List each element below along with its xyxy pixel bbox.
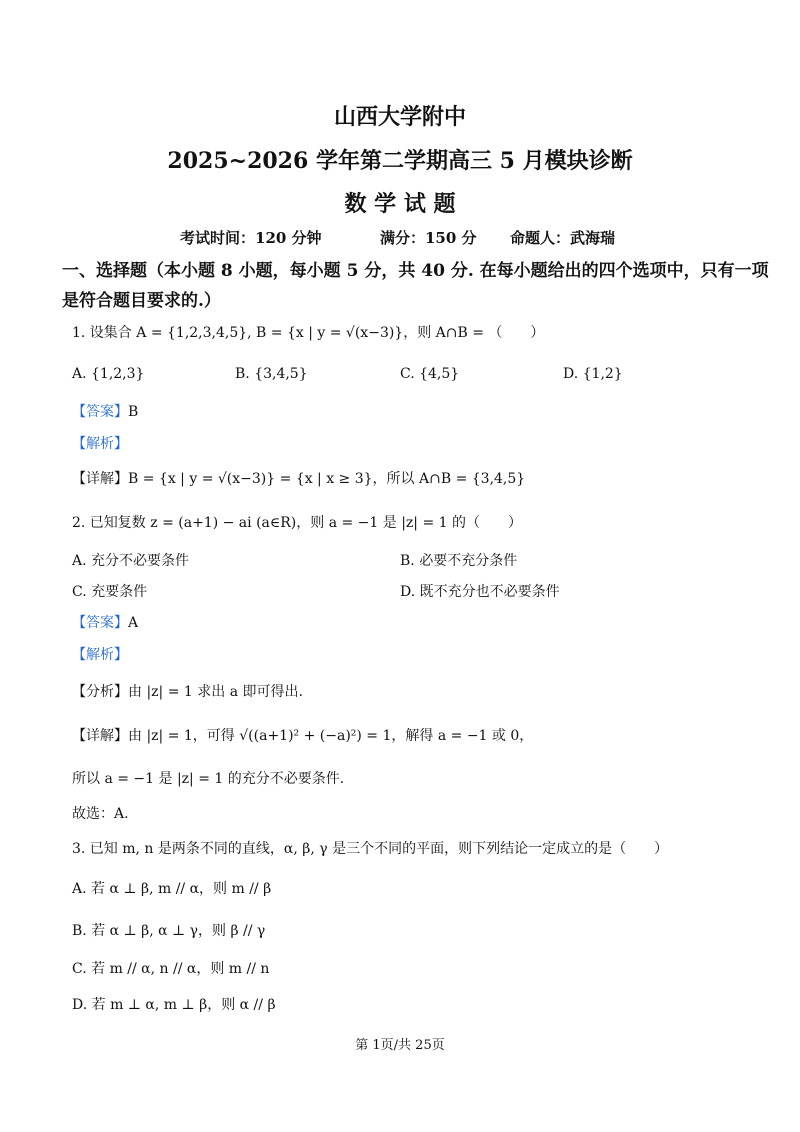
subject-title: 数 学 试 题 — [344, 191, 456, 217]
exam-title: 2025~2026 学年第二学期高三 5 月模块诊断 — [167, 148, 633, 174]
q3-option-b: B. 若 α ⊥ β, α ⊥ γ，则 β // γ — [72, 923, 266, 939]
q2-answer-tag: 【答案】 — [72, 615, 128, 631]
q1-detail-text: B = {x | y = √(x−3)} = {x | x ≥ 3}，所以 A∩B = {3,4,5} — [128, 471, 526, 487]
q1-detail-tag: 【详解】 — [72, 471, 128, 487]
full-score: 满分：150 分 — [380, 229, 477, 247]
school-name: 山西大学附中 — [333, 104, 466, 130]
q3-option-c: C. 若 m // α, n // α，则 m // n — [72, 961, 270, 977]
q3-option-d: D. 若 m ⊥ α, m ⊥ β，则 α // β — [72, 997, 276, 1013]
q2-option-a: A. 充分不必要条件 — [72, 553, 190, 569]
q1-answer — [72, 401, 138, 421]
q1-stem: 1. 设集合 A = {1,2,3,4,5}, B = {x | y = √(x−3)}，则 A∩B = （ ） — [72, 325, 545, 341]
q1-option-b: B. {3,4,5} — [235, 366, 308, 382]
q2-option-d: D. 既不充分也不必要条件 — [400, 584, 560, 600]
exam-time: 考试时间：120 分钟 — [180, 229, 322, 247]
q2-choice: 故选：A. — [72, 806, 129, 822]
q3-stem: 3. 已知 m, n 是两条不同的直线，α, β, γ 是三个不同的平面，则下列结论一定成立的是（ ） — [72, 841, 669, 857]
author: 命题人：武海瑞 — [510, 229, 616, 247]
q2-answer-value: A — [128, 615, 139, 631]
section-heading-line1: 一、选择题（本小题 8 小题，每小题 5 分，共 40 分. 在每小题给出的四个选项中，只有一项 — [62, 261, 769, 281]
q1-option-a: A. {1,2,3} — [72, 366, 145, 382]
q2-option-c: C. 充要条件 — [72, 584, 148, 600]
q2-conclusion: 所以 a = −1 是 |z| = 1 的充分不必要条件. — [72, 771, 345, 787]
section-heading-line2: 是符合题目要求的.） — [62, 291, 221, 311]
q1-option-d: D. {1,2} — [563, 366, 623, 382]
q1-answer-tag: 【答案】 — [72, 404, 128, 420]
q2-fenxi — [72, 681, 303, 701]
q2-option-b: B. 必要不充分条件 — [400, 553, 518, 569]
q2-stem: 2. 已知复数 z = (a+1) − ai (a∈R)，则 a = −1 是 |z| = 1 的（ ） — [72, 515, 523, 531]
q1-analysis-tag: 【解析】 — [72, 436, 128, 452]
q1-detail — [72, 468, 525, 488]
q2-analysis-tag: 【解析】 — [72, 647, 128, 663]
q1-option-c: C. {4,5} — [400, 366, 460, 382]
q3-option-a: A. 若 α ⊥ β, m // α，则 m // β — [72, 881, 272, 897]
q2-answer — [72, 612, 138, 632]
q2-detail — [72, 725, 533, 745]
q2-detail-text: 由 |z| = 1，可得 √((a+1)² + (−a)²) = 1，解得 a = −1 或 0， — [128, 728, 534, 744]
q2-fenxi-tag: 【分析】 — [72, 684, 128, 700]
q2-detail-tag: 【详解】 — [72, 728, 128, 744]
page-number: 第 1页/共 25页 — [355, 1038, 445, 1053]
q2-fenxi-text: 由 |z| = 1 求出 a 即可得出. — [128, 684, 303, 700]
q1-answer-value: B — [128, 404, 139, 420]
